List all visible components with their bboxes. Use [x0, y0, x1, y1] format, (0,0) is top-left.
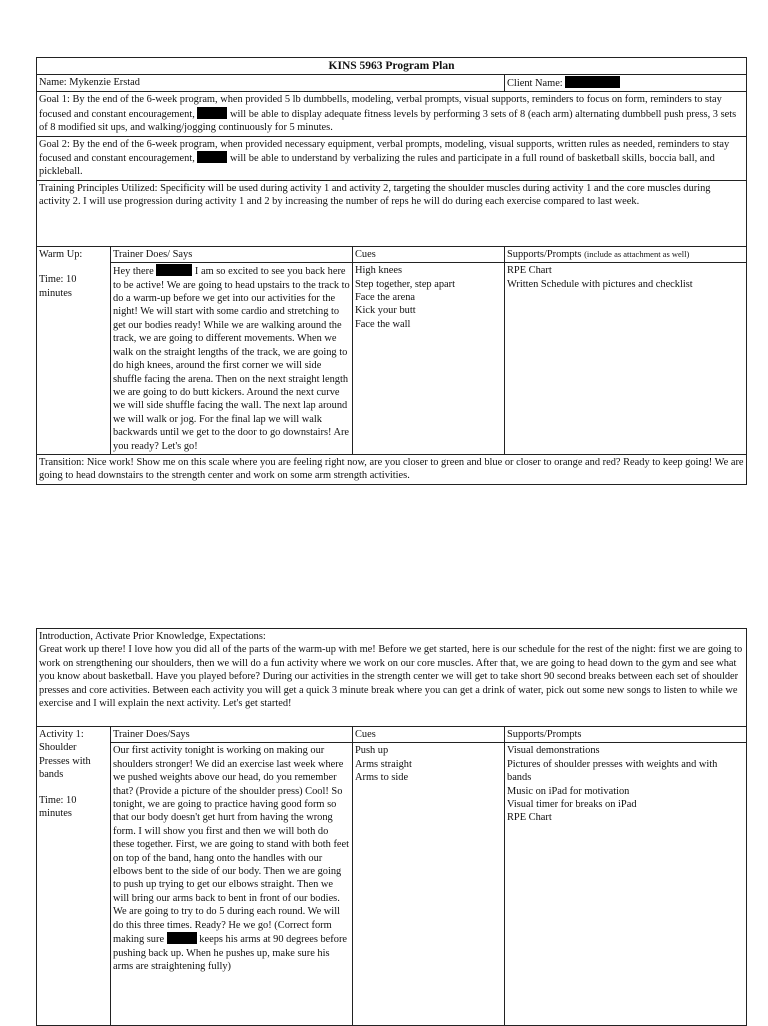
cue-item: Step together, step apart [355, 278, 455, 290]
cue-item: Arms to side [355, 772, 409, 784]
activity1-cues [353, 743, 505, 1026]
activity1-supports [505, 743, 747, 1026]
activity1-trainer-says: Our first activity tonight is working on making our shoulders stronger! We did an exercise last week where we pushed weights above our head, do you remember that? (Provide a picture of the shoulder press) Cool! So tonight, we are going to practice having good form so that our body doesn't get hurt from having the wrong form. I will show you first and then we will both do these together. First, we are going to stand with both feet on top of the band, hang onto the handles with our elbows bent to the side of our body. Then we are going to push up trying to get our elbows straight. Then we will bring our arms back to bent in front of our bodies. We are going to try to do 5 during each round. We will do this three times. Ready? He we go! (Correct form making sure keeps his arms at 90 degrees before pushing back up. When he pushes up, make sure his arms are straightening fully) [111, 743, 353, 1026]
redacted-name [197, 151, 227, 163]
support-item: Written Schedule with pictures and checklist [507, 278, 693, 290]
activity1-supports-header: Supports/Prompts [505, 727, 747, 743]
name-field: Name: Mykenzie Erstad [37, 75, 505, 92]
warmup-trainer-says: Hey there I am so excited to see you back here to be active! We are going to head upstairs to the track to do a warm-up before we get into our activities for the night! We will start with some cardio and stretching to get our bodies ready! While we are walking around the track, we are going to different movements. When we walk on the straight lengths of the track, we are going to do high knees, around the first corner we will side shuffle facing the arena. Then on the next straight length we are going to do butt kickers. Around the next curve we will side shuffle facing the wall. The next lap around we will walk or jog. For the final lap we will walk backwards until we get to the door to go downstairs! Are you ready? Let's go! [111, 263, 353, 455]
introduction [37, 629, 747, 727]
transition: Transition: Nice work! Show me on this scale where you are feeling right now, are you closer to green and blue or closer to orange and red? Ready to keep going! We are going to head downstairs to the strength center and work on some arm strength activities. [37, 454, 747, 484]
support-item: RPE Chart [507, 812, 552, 824]
intro-heading: Introduction, Activate Prior Knowledge, Expectations: [39, 631, 266, 642]
support-item: RPE Chart [507, 265, 552, 277]
redacted-name [565, 76, 620, 88]
client-name-label: Client Name: [507, 78, 563, 89]
activity-table [36, 628, 747, 1026]
warmup-cues [353, 263, 505, 455]
warmup-supports-header: Supports/Prompts (include as attachment as well) [505, 246, 747, 262]
program-plan-table [36, 57, 747, 485]
cue-item: Push up [355, 745, 389, 757]
warmup-label: Warm Up: [39, 248, 83, 260]
training-principles: Training Principles Utilized: Specificity will be used during activity 1 and activity 2, targeting the shoulder muscles during activity 1 and the core muscles during activity 2. I will use progression during activity 1 and 2 by increasing the number of reps he will do during each exercise compared to last week. [37, 180, 747, 246]
intro-text: Great work up there! I love how you did all of the parts of the warm-up with me! Before we get started, here is our schedule for the rest of the night: first we are going to work on strengthening our shoulders, then we will do a fun activity where we work on our core muscles. After that, we are going to head down to the gym and see what you know about basketball. Have you played before? During our activities in the strength center we will get to take short 90 second breaks between each set of shoulder presses and core activities. Between each activity you will get a quick 3 minute break where you can get a drink of water, pick out some new songs to listen to while we exercise and I will explain the next activity. Let's get started! [39, 644, 743, 710]
warmup-time: Time: 10 minutes [39, 274, 77, 299]
activity1-label-cell [37, 727, 111, 1026]
document-title: KINS 5963 Program Plan [37, 58, 747, 75]
redacted-name [197, 107, 227, 119]
warmup-supports [505, 263, 747, 455]
activity1-trainer-header: Trainer Does/Says [111, 727, 353, 743]
cue-item: Face the wall [355, 318, 411, 330]
support-item: Visual timer for breaks on iPad [507, 799, 637, 811]
warmup-trainer-header: Trainer Does/ Says [111, 246, 353, 262]
goal-2: Goal 2: By the end of the 6-week program, when provided necessary equipment, verbal prompts, modeling, visual supports, written rules as needed, reminders to stay focused and constant encouragement, will be able to understand by verbalizing the rules and participate in a full round of basketball skills, boccia ball, and pickleball. [37, 136, 747, 180]
warmup-label-cell [37, 246, 111, 454]
redacted-name [156, 264, 192, 276]
support-item: Pictures of shoulder presses with weights and with bands [507, 758, 718, 784]
activity1-time: Time: 10 minutes [39, 794, 77, 820]
cue-item: Face the arena [355, 292, 415, 304]
activity1-cues-header: Cues [353, 727, 505, 743]
activity1-label: Activity 1: Shoulder Presses with bands [39, 729, 91, 781]
redacted-name [167, 932, 197, 944]
cue-item: Kick your butt [355, 305, 416, 317]
support-item: Visual demonstrations [507, 745, 600, 757]
warmup-cues-header: Cues [353, 246, 505, 262]
goal-1: Goal 1: By the end of the 6-week program, when provided 5 lb dumbbells, modeling, verbal prompts, visual supports, reminders to focus on form, reminders to stay focused and constant encouragement, will be able to display adequate fitness levels by performing 3 sets of 8 (each arm) alternating dumbbell push press, 3 sets of 8 modified sit ups, and walking/jogging continuously for 5 minutes. [37, 92, 747, 136]
client-name-field [505, 75, 747, 92]
cue-item: Arms straight [355, 758, 412, 770]
support-item: Music on iPad for motivation [507, 785, 630, 797]
cue-item: High knees [355, 265, 403, 277]
